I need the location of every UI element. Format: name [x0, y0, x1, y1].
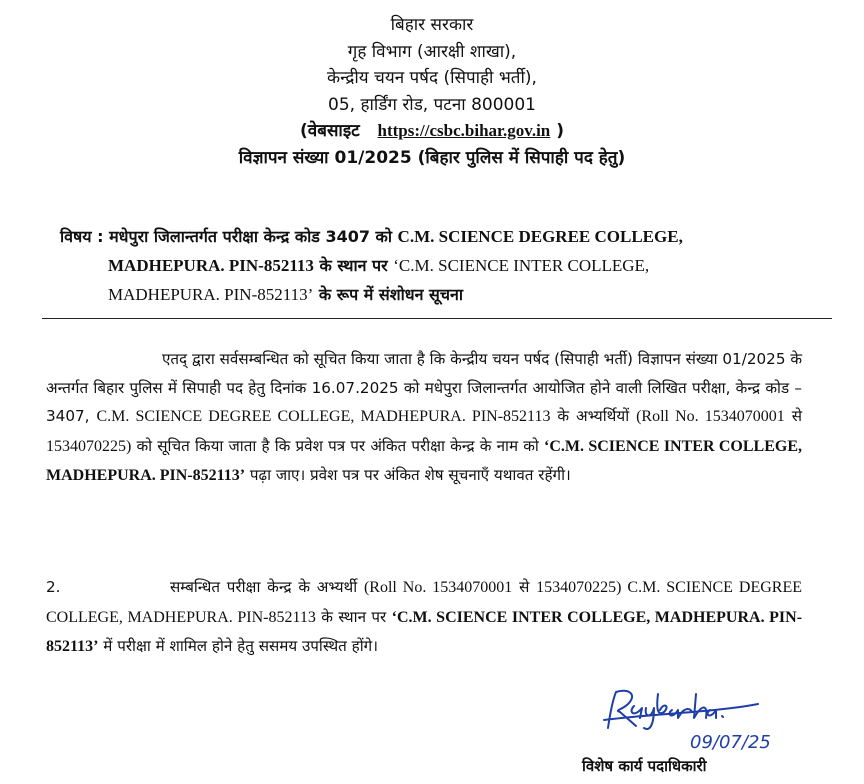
website-line: [0, 118, 864, 145]
subject-line-3: [60, 280, 820, 309]
para2-text-a: सम्बन्धित परीक्षा केन्द्र के अभ्यर्थी: [170, 578, 364, 596]
para2-text-d: में परीक्षा में शामिल होने हेतु ससमय उपस्थित होंगे।: [98, 637, 378, 655]
para2-new-centre: ‘C.M. SCIENCE INTER COLLEGE, MADHEPURA. PIN-852113’: [46, 608, 803, 655]
signatory-designation: विशेष कार्य पदाधिकारी: [582, 757, 707, 775]
new-centre-name: ‘C.M. SCIENCE INTER COLLEGE,: [393, 256, 650, 275]
subject-text: विषय : मधेपुरा जिलान्तर्गत परीक्षा केन्द्र कोड 3407 को: [60, 227, 398, 246]
para2-text-c: के स्थान पर: [315, 607, 392, 626]
para1-text-a: एतद् द्वारा सर्वसम्बन्धित को सूचित किया जाता है कि केन्द्रीय चयन पर्षद (सिपाही भर्ती) विज्ञापन संख्या 01/2025 के अन्तर्गत बिहार पुलिस में सिपाही पद हेतु दिनांक 16.07.2025 को मधेपुरा जिलान्तर्गत आयोजित होने वाली लिखित परीक्षा, केन्द्र कोड – 3407,: [46, 350, 802, 425]
new-centre-pin: MADHEPURA. PIN-852113’: [108, 285, 314, 304]
para1-text-e: पढ़ा जाए। प्रवेश पत्र पर अंकित शेष सूचनाएँ यथावत रहेंगी।: [245, 466, 571, 484]
website-suffix: ): [556, 121, 564, 141]
para2-roll-start: (Roll No. 1534070001: [363, 579, 513, 596]
subject-suffix: के रूप में संशोधन सूचना: [313, 285, 464, 304]
paragraph-2: [46, 573, 802, 662]
subject-line-2: [60, 251, 820, 280]
subject-line-1: [60, 222, 820, 251]
para1-text-d: को सूचित किया जाता है कि प्रवेश पत्र पर अंकित परीक्षा केन्द्र के नाम को: [131, 436, 544, 455]
signature-image: [598, 684, 788, 756]
letterhead: [0, 12, 864, 171]
advertisement-number: विज्ञापन संख्या 01/2025 (बिहार पुलिस में सिपाही पद हेतु): [238, 147, 626, 168]
para1-text-c: से: [784, 407, 802, 425]
department-name: गृह विभाग (आरक्षी शाखा),: [347, 41, 517, 62]
divider: [42, 318, 832, 319]
subject-block: [60, 222, 820, 309]
board-name: केन्द्रीय चयन पर्षद (सिपाही भर्ती),: [327, 68, 537, 88]
para2-number: 2.: [46, 578, 61, 596]
para1-old-centre: C.M. SCIENCE DEGREE COLLEGE, MADHEPURA. PIN-852113: [96, 408, 551, 425]
office-address: 05, हार्डिंग रोड, पटना 800001: [328, 94, 536, 115]
paragraph-1: [46, 345, 802, 491]
old-centre-name: C.M. SCIENCE DEGREE COLLEGE,: [397, 227, 683, 246]
para2-old-centre: 1534070225) C.M. SCIENCE DEGREE COLLEGE, MADHEPURA. PIN-852113: [46, 579, 802, 626]
para1-text-b: के अभ्यर्थियों: [550, 407, 637, 425]
website-link[interactable]: https://csbc.bihar.gov.in: [377, 121, 551, 140]
para2-text-b: से: [512, 578, 537, 596]
para1-roll-end: 1534070225): [46, 437, 132, 455]
website-prefix: (वेबसाइट: [300, 121, 360, 141]
subject-connector: के स्थान पर: [313, 256, 394, 275]
signature-date: 09/07/25: [690, 732, 771, 753]
govt-name: बिहार सरकार: [390, 15, 474, 35]
para1-roll-start: (Roll No. 1534070001: [636, 408, 785, 425]
old-centre-pin: MADHEPURA. PIN-852113: [108, 256, 314, 275]
para1-new-centre: ‘C.M. SCIENCE INTER COLLEGE, MADHEPURA. PIN-852113’: [46, 437, 802, 484]
